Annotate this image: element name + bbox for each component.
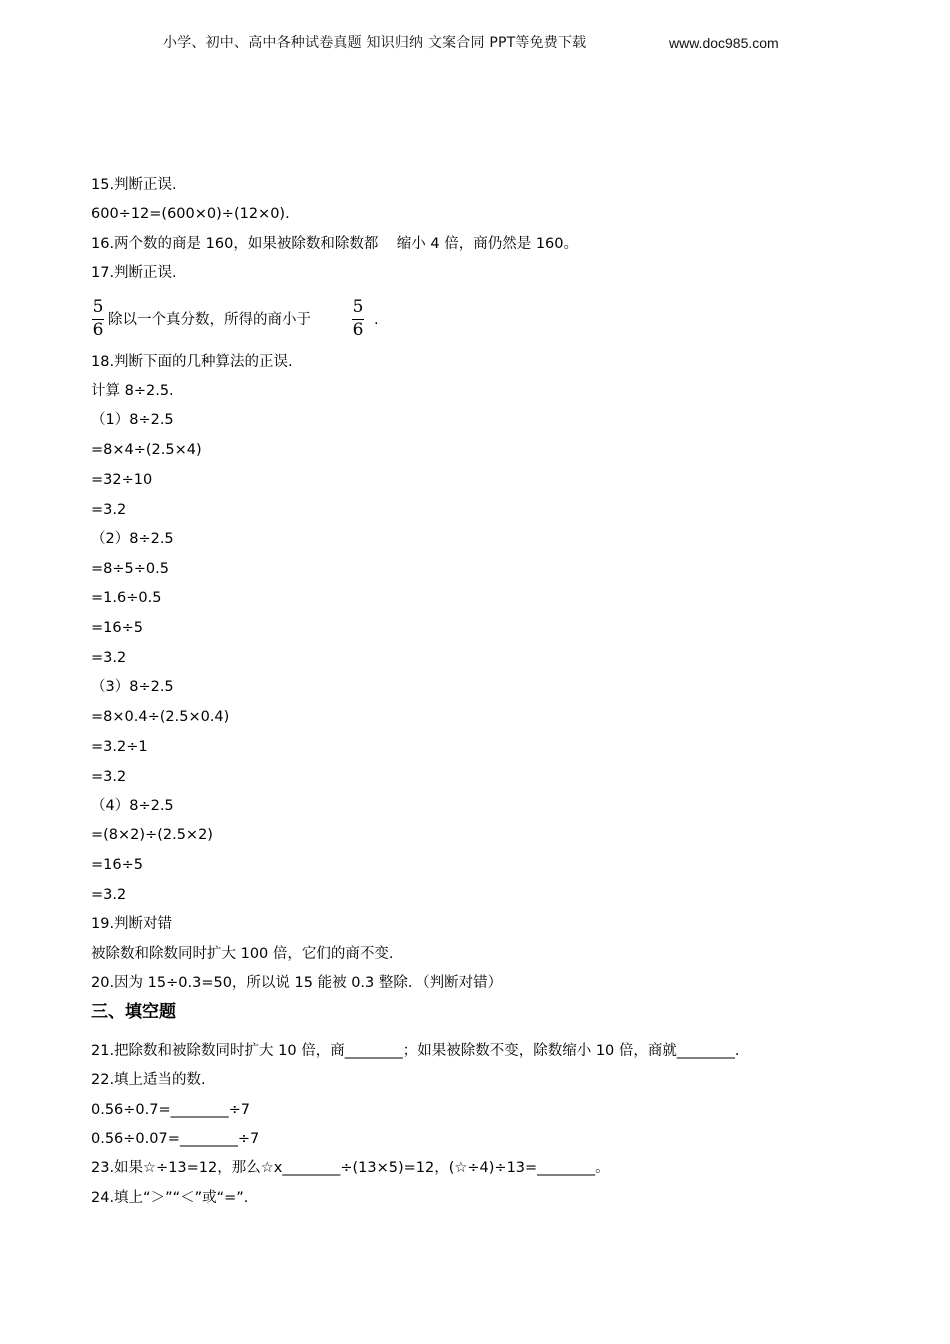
fraction-numerator: 5 [352, 297, 364, 317]
q18-line: （1）8÷2.5 [91, 412, 174, 428]
q17-title: 17.判断正误. [91, 265, 177, 281]
q19-text: 被除数和除数同时扩大 100 倍，它们的商不变. [91, 946, 394, 962]
q19-title: 19.判断对错 [91, 916, 173, 932]
q18-line: =32÷10 [91, 472, 153, 488]
q15-expr: 600÷12=(600×0)÷(12×0). [91, 206, 290, 222]
q18-line: =8÷5÷0.5 [91, 561, 169, 577]
page-header [0, 33, 950, 53]
q17-middle-text: 除以一个真分数，所得的商小于 [108, 312, 311, 328]
header-text: 小学、初中、高中各种试卷真题 知识归纳 文案合同 PPT等免费下载 [163, 35, 587, 51]
q18-line: =3.2÷1 [91, 739, 148, 755]
fraction-numerator: 5 [92, 297, 104, 317]
q18-line: =3.2 [91, 769, 127, 785]
q24-text: 24.填上“＞”“＜”或“=”. [91, 1190, 249, 1206]
q18-line: （4）8÷2.5 [91, 798, 174, 814]
q18-line: 计算 8÷2.5. [91, 383, 174, 399]
q16-text: 16.两个数的商是 160，如果被除数和除数都 缩小 4 倍，商仍然是 160。 [91, 236, 579, 252]
header-url[interactable]: www.doc985.com [669, 35, 779, 51]
q22-line-1: 0.56÷0.7=________÷7 [91, 1102, 251, 1118]
q18-title: 18.判断下面的几种算法的正误. [91, 354, 293, 370]
q18-line: =8×4÷(2.5×4) [91, 442, 202, 458]
q18-line: （3）8÷2.5 [91, 679, 174, 695]
q22-title: 22.填上适当的数. [91, 1072, 206, 1088]
q18-line: （2）8÷2.5 [91, 531, 174, 547]
q23-text: 23.如果☆÷13=12，那么☆x________÷(13×5)=12，(☆÷4)÷13=________。 [91, 1160, 610, 1176]
q18-line: =3.2 [91, 502, 127, 518]
q18-line: =(8×2)÷(2.5×2) [91, 827, 213, 843]
q20-text: 20.因为 15÷0.3=50，所以说 15 能被 0.3 整除．（判断对错） [91, 975, 503, 991]
q18-line: =16÷5 [91, 857, 143, 873]
section-fill-in-blanks-title: 三、填空题 [91, 1002, 176, 1022]
fraction-denominator: 6 [92, 320, 104, 340]
q18-line: =1.6÷0.5 [91, 590, 162, 606]
q18-line: =16÷5 [91, 620, 143, 636]
q22-line-2: 0.56÷0.07=________÷7 [91, 1131, 260, 1147]
q18-line: =8×0.4÷(2.5×0.4) [91, 709, 230, 725]
q17-end: . [374, 312, 379, 328]
q18-line: =3.2 [91, 887, 127, 903]
q18-line: =3.2 [91, 650, 127, 666]
q15-title: 15.判断正误. [91, 177, 177, 193]
fraction-denominator: 6 [352, 320, 364, 340]
q21-text: 21.把除数和被除数同时扩大 10 倍，商________；如果被除数不变，除数缩小 10 倍，商就________. [91, 1043, 740, 1059]
